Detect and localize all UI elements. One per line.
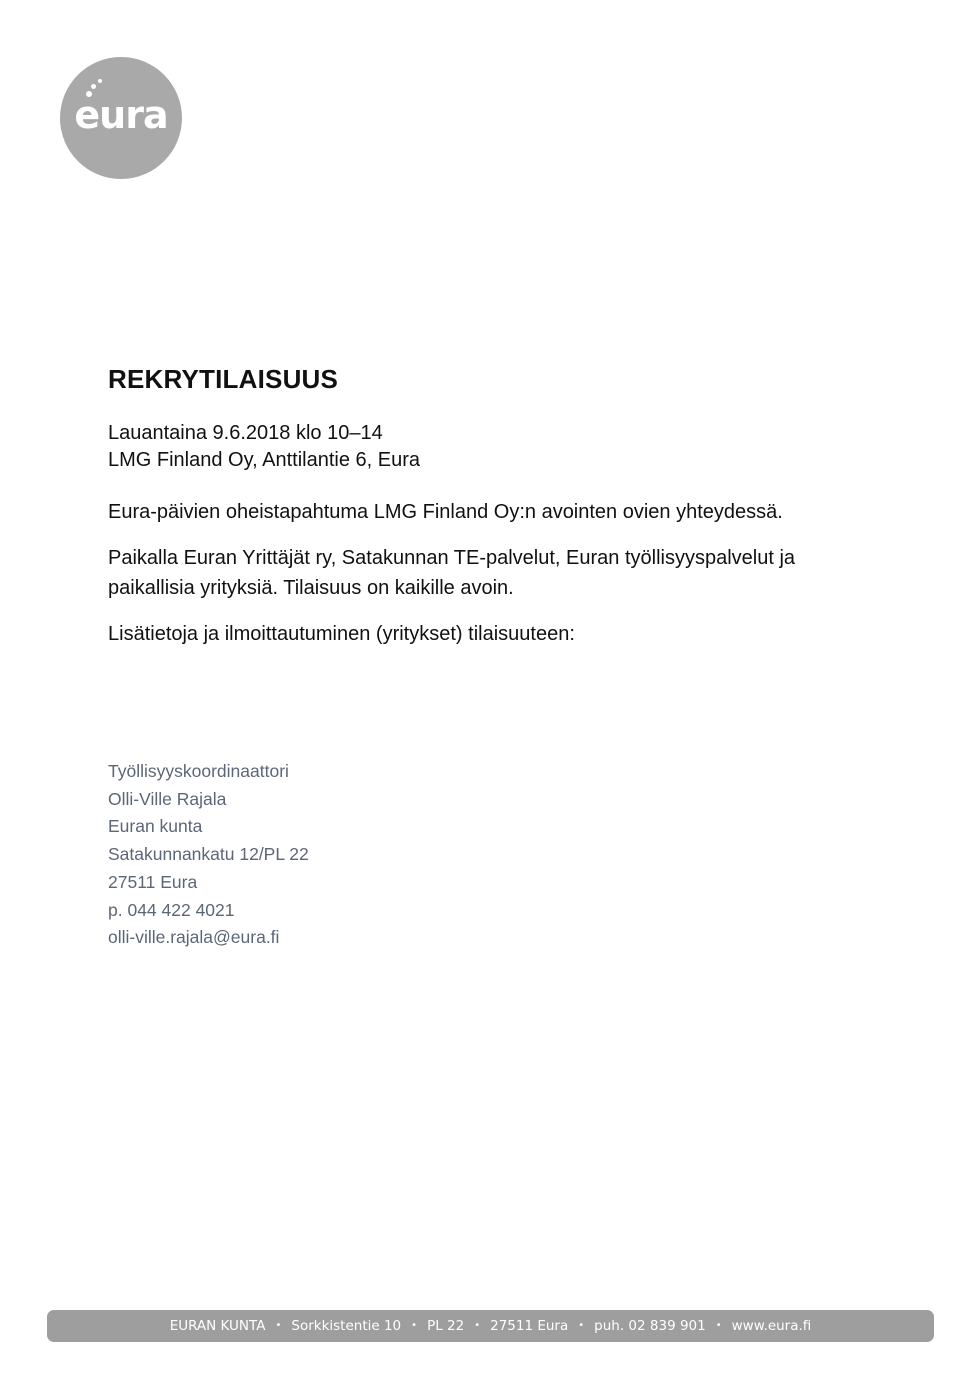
paragraph-participants: Paikalla Euran Yrittäjät ry, Satakunnan TE-palvelut, Euran työllisyyspalvelut ja paikallisia yrityksiä. Tilaisuus on kaikille avoin. [108, 547, 796, 599]
logo-text: eura [74, 93, 168, 137]
document-body [108, 362, 868, 649]
footer-separator: • [275, 1320, 282, 1331]
contact-street-address: Satakunnankatu 12/PL 22 [108, 844, 309, 865]
footer-separator: • [474, 1320, 481, 1331]
event-details [108, 420, 868, 474]
document-title: REKRYTILAISUUS [108, 364, 339, 394]
event-date: Lauantaina 9.6.2018 klo 10–14 [108, 422, 383, 444]
footer-separator: • [715, 1320, 722, 1331]
paragraph-event-context: Eura-päivien oheistapahtuma LMG Finland Oy:n avointen ovien yhteydessä. [108, 501, 783, 523]
contact-role: Työllisyyskoordinaattori [108, 761, 289, 781]
footer-postal: 27511 Eura [490, 1318, 569, 1334]
footer-separator: • [578, 1320, 585, 1331]
contact-organization: Euran kunta [108, 816, 203, 837]
contact-phone: p. 044 422 4021 [108, 899, 235, 920]
event-location: LMG Finland Oy, Anttilantie 6, Eura [108, 449, 421, 471]
contact-block [108, 758, 309, 952]
footer-bar [47, 1310, 934, 1342]
contact-postal-address: 27511 Eura [108, 871, 198, 892]
footer-po-box: PL 22 [427, 1318, 465, 1334]
footer-website[interactable]: www.eura.fi [731, 1318, 812, 1334]
footer-phone: puh. 02 839 901 [594, 1318, 706, 1334]
footer-separator: • [411, 1320, 418, 1331]
logo-dot-1 [98, 79, 102, 83]
contact-name: Olli-Ville Rajala [108, 788, 227, 809]
logo-dot-2 [91, 84, 96, 89]
eura-logo [60, 57, 182, 179]
footer-street: Sorkkistentie 10 [291, 1318, 402, 1334]
footer-organization: EURAN KUNTA [169, 1318, 266, 1334]
paragraph-registration-info: Lisätietoja ja ilmoittautuminen (yritykset) tilaisuuteen: [108, 623, 575, 645]
contact-email[interactable]: olli-ville.rajala@eura.fi [108, 927, 280, 948]
